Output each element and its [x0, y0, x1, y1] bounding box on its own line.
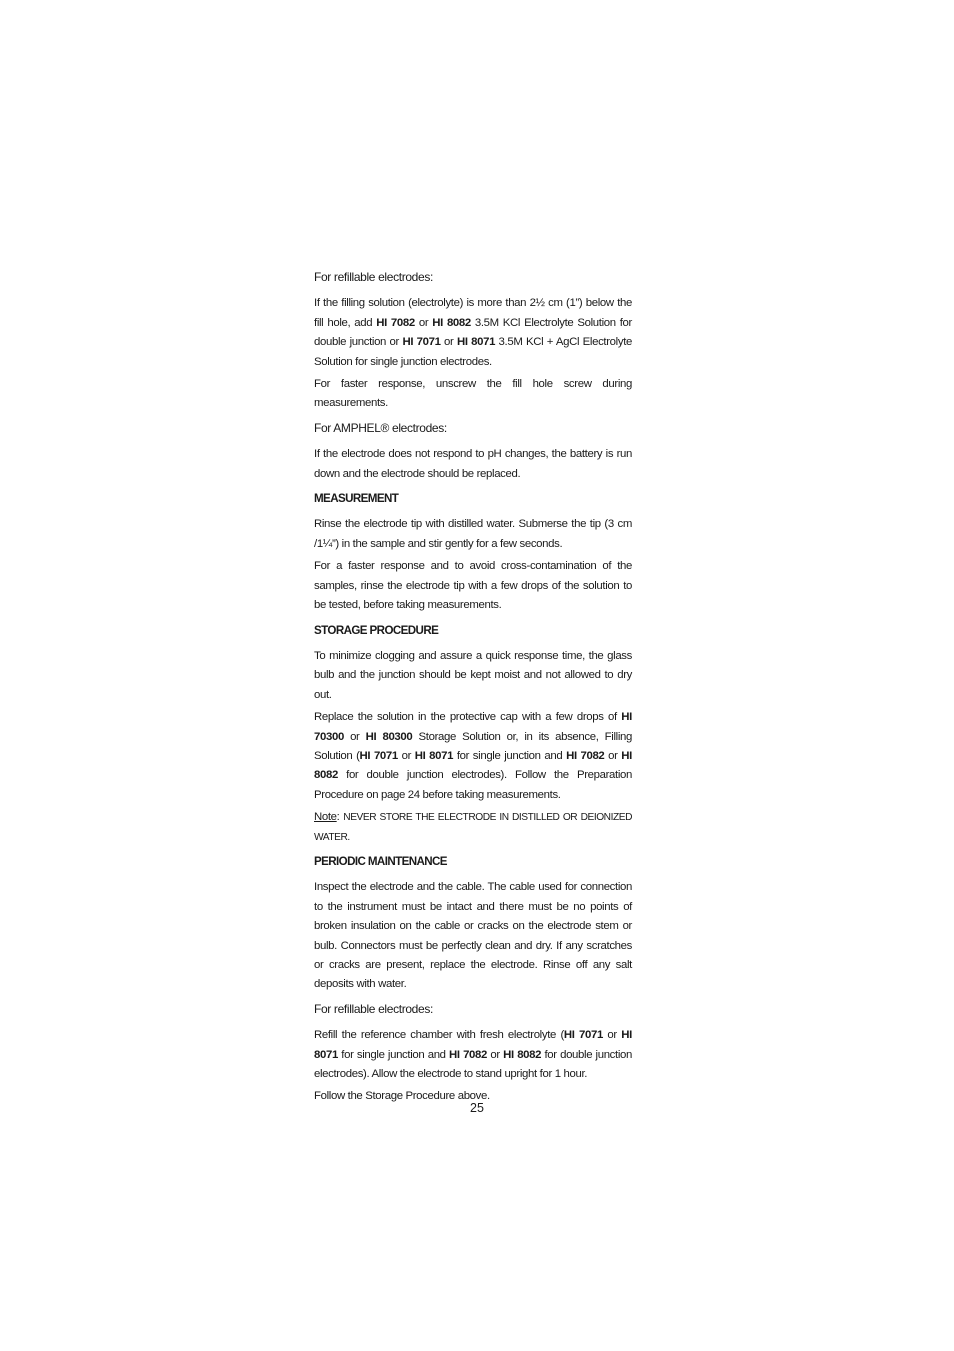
text-run: or: [604, 749, 622, 762]
measurement-paragraph-2: For a faster response and to avoid cross-contamination of the samples, rinse the electrode tip with a few drops of the solution to be tested, before taking measurements.: [314, 560, 632, 612]
measurement-paragraph-1: Rinse the electrode tip with distilled water. Submerse the tip (3 cm /1¼”) in the sample and stir gently for a few seconds.: [314, 518, 632, 550]
storage-paragraph-1: To minimize clogging and assure a quick response time, the glass bulb and the junction should be kept moist and not allowed to dry out.: [314, 649, 632, 701]
refill-subheading-2: For refillable electrodes:: [314, 1001, 433, 1016]
maintenance-paragraph: Inspect the electrode and the cable. The cable used for connection to the instrument must be intact and there must be no points of broken insulation on the cable or cracks on the electrode stem or bulb. Connectors must be perfectly clean and dry. If any scratches or cracks are present, replace the electrode. Rinse off any salt deposits with water.: [314, 881, 632, 991]
refill-subheading: For refillable electrodes:: [314, 270, 433, 284]
text-run: or: [487, 1048, 504, 1061]
text-run: or: [343, 730, 366, 743]
product-code: HI 7082: [449, 1048, 488, 1061]
text-run: for single junction and: [453, 749, 567, 762]
text-run: or: [440, 336, 457, 349]
refill-paragraph: [314, 294, 632, 372]
text-run: If the filling solution (electrolyte) is more than 2½ cm (1”) below the fill hole, add: [314, 297, 632, 329]
product-code: HI 8082: [314, 749, 632, 782]
storage-note: [314, 808, 632, 847]
product-code: HI 7071: [359, 749, 398, 762]
note-colon: :: [336, 811, 344, 824]
text-run: Refill the reference chamber with fresh electrolyte (: [314, 1029, 564, 1042]
refill-paragraph-2: [314, 1026, 632, 1084]
text-run: Storage Solution or, in its absence, Filling Solution (: [314, 730, 632, 762]
product-code: HI 70300: [314, 711, 632, 743]
text-run: or: [414, 316, 433, 329]
text-run: for single junction and: [337, 1048, 450, 1061]
note-text: NEVER STORE THE ELECTRODE IN DISTILLED OR DEIONIZED WATER.: [314, 812, 632, 843]
product-code: HI 7071: [563, 1029, 603, 1042]
storage-paragraph-2: [314, 708, 632, 805]
storage-heading: STORAGE PROCEDURE: [314, 623, 439, 637]
text-run: for double junction electrodes). Follow the Preparation Procedure on page 24 before taking measurements.: [314, 769, 632, 801]
product-code: HI 7082: [376, 316, 415, 329]
refill-tip-paragraph: For faster response, unscrew the fill hole screw during measurements.: [314, 378, 632, 410]
product-code: HI 8082: [432, 316, 471, 329]
content-column: [314, 268, 632, 1107]
measurement-heading: MEASUREMENT: [314, 492, 399, 506]
text-run: or: [397, 749, 415, 762]
text-run: 3.5M KCl + AgCl Electrolyte Solution for single junction electrodes.: [314, 336, 632, 368]
product-code: HI 80300: [365, 730, 413, 743]
note-label: Note: [314, 811, 337, 824]
text-run: for double junction electrodes). Allow the electrode to stand upright for 1 hour.: [314, 1048, 632, 1081]
text-run: or: [602, 1029, 622, 1042]
product-code: HI 7071: [402, 336, 441, 349]
text-run: Replace the solution in the protective cap with a few drops of: [314, 711, 622, 724]
product-code: HI 8071: [414, 749, 454, 762]
storage-reference-paragraph: Follow the Storage Procedure above.: [314, 1090, 490, 1103]
page-number: 25: [470, 1101, 484, 1115]
amphel-paragraph: If the electrode does not respond to pH changes, the battery is run down and the electrode should be replaced.: [314, 448, 632, 480]
product-code: HI 8071: [314, 1029, 632, 1061]
text-run: 3.5M KCl Electrolyte Solution for double junction or: [314, 316, 632, 349]
maintenance-heading: PERIODIC MAINTENANCE: [314, 854, 447, 868]
amphel-subheading: For AMPHEL® electrodes:: [314, 420, 447, 435]
product-code: HI 8071: [456, 336, 496, 349]
product-code: HI 8082: [503, 1048, 542, 1061]
product-code: HI 7082: [566, 749, 605, 762]
